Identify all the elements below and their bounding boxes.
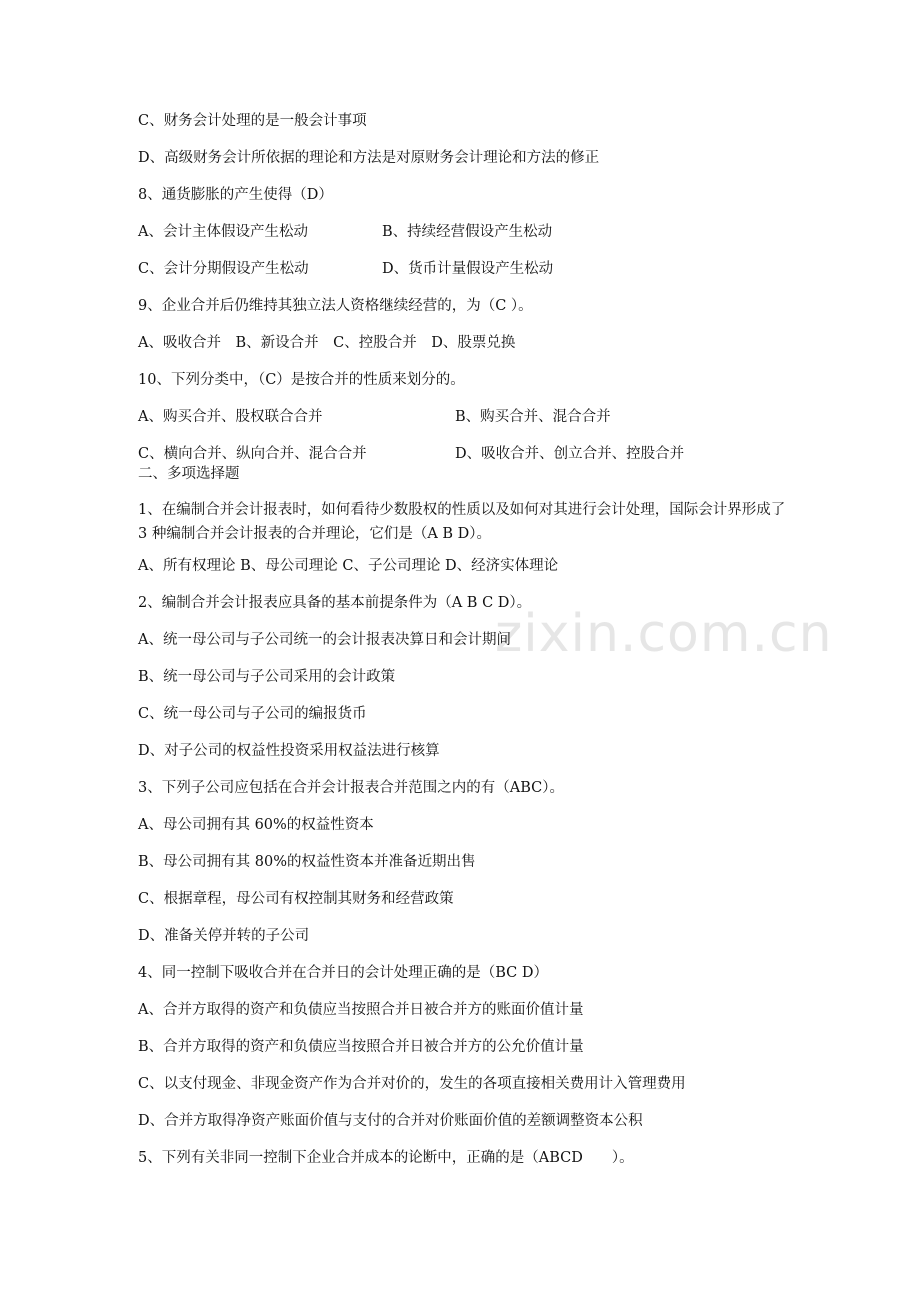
multi-question-5: 5、下列有关非同一控制下企业合并成本的论断中，正确的是（ABCD ）。 (138, 1150, 634, 1166)
watermark: zixin.com.cn (495, 604, 833, 664)
multi-question-2-option-d: D、对子公司的权益性投资采用权益法进行核算 (138, 743, 440, 759)
multi-question-3-option-d: D、准备关停并转的子公司 (138, 928, 310, 944)
multi-question-4-option-a: A、合并方取得的资产和负债应当按照合并日被合并方的账面价值计量 (138, 1002, 584, 1018)
option-b: B、持续经营假设产生松动 (382, 224, 553, 240)
multi-question-2: 2、编制合并会计报表应具备的基本前提条件为（A B C D）。 (138, 595, 532, 611)
option-c: C、横向合并、纵向合并、混合合并 (138, 446, 367, 462)
multi-question-2-option-b: B、统一母公司与子公司采用的会计政策 (138, 669, 396, 685)
multi-question-3-option-b: B、母公司拥有其 80%的权益性资本并准备近期出售 (138, 854, 476, 870)
section-heading-multiple-choice: 二、多项选择题 (138, 466, 240, 482)
option-d-line: D、高级财务会计所依据的理论和方法是对原财务会计理论和方法的修正 (138, 150, 600, 166)
multi-question-2-option-c: C、统一母公司与子公司的编报货币 (138, 706, 367, 722)
question-9-options: A、吸收合并 B、新设合并 C、控股合并 D、股票兑换 (138, 335, 516, 351)
multi-question-4-option-b: B、合并方取得的资产和负债应当按照合并日被合并方的公允价值计量 (138, 1039, 584, 1055)
option-c: C、会计分期假设产生松动 (138, 261, 309, 277)
question-10: 10、下列分类中，（C）是按合并的性质来划分的。 (138, 372, 465, 388)
option-c-line: C、财务会计处理的是一般会计事项 (138, 113, 367, 129)
multi-question-4-option-c: C、以支付现金、非现金资产作为合并对价的，发生的各项直接相关费用计入管理费用 (138, 1076, 686, 1092)
question-8: 8、通货膨胀的产生使得（D） (138, 187, 333, 203)
option-a: A、会计主体假设产生松动 (138, 224, 308, 240)
multi-question-4-option-d: D、合并方取得净资产账面价值与支付的合并对价账面价值的差额调整资本公积 (138, 1113, 643, 1129)
multi-question-2-option-a: A、统一母公司与子公司统一的会计报表决算日和会计期间 (138, 632, 511, 648)
multi-question-3-option-c: C、根据章程，母公司有权控制其财务和经营政策 (138, 891, 454, 907)
option-d: D、吸收合并、创立合并、控股合并 (455, 446, 685, 462)
multi-question-1-options: A、所有权理论 B、母公司理论 C、子公司理论 D、经济实体理论 (138, 558, 559, 574)
option-a: A、购买合并、股权联合合并 (138, 409, 323, 425)
option-d: D、货币计量假设产生松动 (382, 261, 554, 277)
multi-question-3-option-a: A、母公司拥有其 60%的权益性资本 (138, 817, 374, 833)
question-9: 9、企业合并后仍维持其独立法人资格继续经营的，为（C ）。 (138, 298, 533, 314)
multi-question-1: 1、在编制合并会计报表时，如何看待少数股权的性质以及如何对其进行会计处理，国际会计界形成了 3 种编制合并会计报表的合并理论，它们是（A B D）。 (138, 502, 786, 542)
option-b: B、购买合并、混合合并 (455, 409, 611, 425)
multi-question-3: 3、下列子公司应包括在合并会计报表合并范围之内的有（ABC）。 (138, 780, 564, 796)
multi-question-4: 4、同一控制下吸收合并在合并日的会计处理正确的是（BC D） (138, 965, 548, 981)
